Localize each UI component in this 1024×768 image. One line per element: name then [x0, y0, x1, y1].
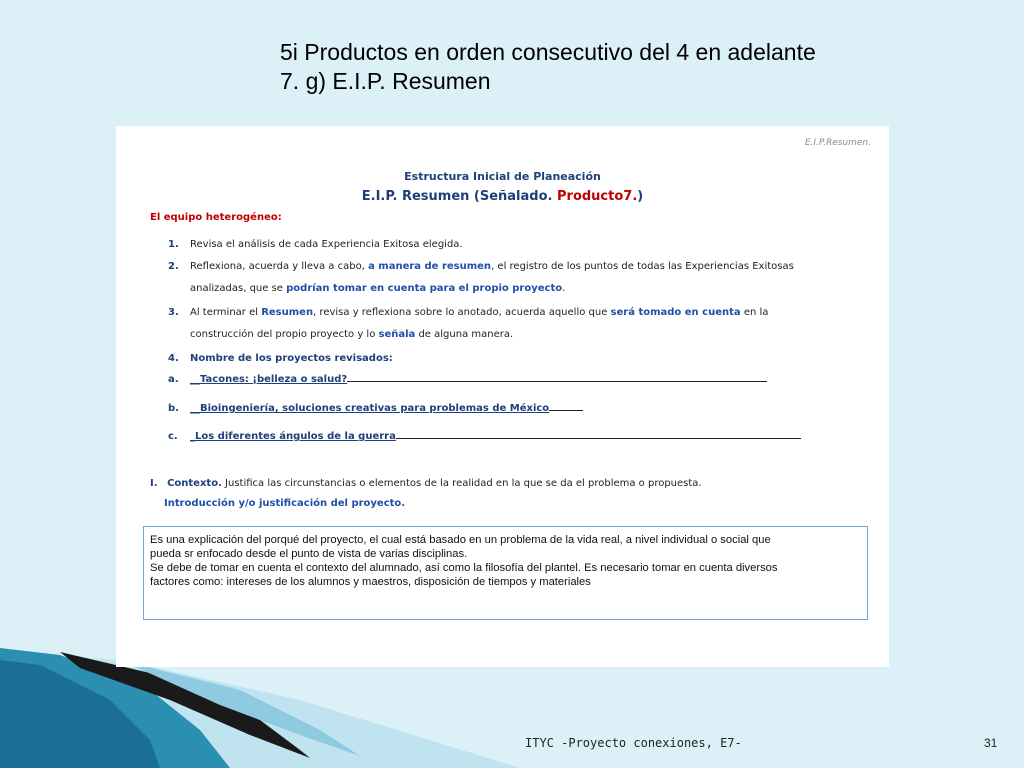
text-fragment: de alguna manera.: [415, 329, 514, 340]
list-item-letter: a.: [168, 374, 179, 385]
highlight-text: podrían tomar en cuenta para el propio proyecto: [286, 283, 563, 294]
text-fragment: construcción del propio proyecto y lo: [190, 329, 379, 340]
list-item-number: 3.: [168, 307, 179, 318]
project-name: __Bioingeniería, soluciones creativas para problemas de México: [190, 403, 550, 414]
highlight-text: será tomado en cuenta: [610, 307, 741, 318]
explanation-box: [143, 526, 868, 620]
context-line: [150, 474, 850, 494]
explanation-line-4: factores como: intereses de los alumnos y maestros, disposición de tiempos y materiales: [150, 576, 591, 588]
list-item-text: Revisa el análisis de cada Experiencia Exitosa elegida.: [190, 239, 463, 250]
context-label: Contexto.: [167, 478, 222, 489]
project-name: __Tacones: ¡belleza o salud?: [190, 374, 348, 385]
list-item-letter: b.: [168, 403, 179, 414]
list-item-letter: c.: [168, 431, 178, 442]
project-name-row: [190, 369, 870, 391]
context-subtitle: Introducción y/o justificación del proyecto.: [164, 498, 406, 509]
text-fragment: Reflexiona, acuerda y lleva a cabo,: [190, 261, 369, 272]
text-fragment: , revisa y reflexiona sobre lo anotado, acuerda aquello que: [313, 307, 611, 318]
text-fragment: analizadas, que se: [190, 283, 287, 294]
explanation-line-2: pueda sr enfocado desde el punto de vista de varias disciplinas.: [150, 548, 468, 560]
blank-line: [347, 370, 767, 382]
highlight-text: a manera de resumen: [368, 261, 492, 272]
explanation-line-3: Se debe de tomar en cuenta el contexto del alumnado, así como la filosofía del plantel. Es necesario tomar en cuenta diversos: [150, 562, 778, 574]
text-fragment: .: [562, 283, 566, 294]
section-label: El equipo heterogéneo:: [150, 212, 282, 223]
document-header: E.I.P.Resumen.: [804, 138, 871, 148]
list-item-text: [190, 256, 870, 300]
project-name-row: [190, 426, 870, 448]
explanation-line-1: Es una explicación del porqué del proyecto, el cual está basado en un problema de la vida real, a nivel individual o social que: [150, 534, 771, 546]
list-item-text: Nombre de los proyectos revisados:: [190, 353, 393, 364]
text-fragment: Al terminar el: [190, 307, 262, 318]
list-item-text: [190, 302, 870, 346]
text-fragment: en la: [740, 307, 769, 318]
list-item-number: 4.: [168, 353, 179, 364]
slide-title: [280, 38, 816, 96]
context-text: Justifica las circunstancias o elementos de la realidad en la que se da el problema o propuesta.: [221, 478, 702, 489]
page-number: 31: [984, 736, 998, 750]
slide-title-line-1: 5i Productos en orden consecutivo del 4 en adelante: [280, 39, 816, 65]
list-item-number: 2.: [168, 261, 179, 272]
document-subtitle-product: Producto7.: [557, 189, 638, 204]
footer-text: ITYC -Proyecto conexiones, E7-: [525, 736, 742, 750]
blank-line: [396, 427, 801, 439]
project-name: _Los diferentes ángulos de la guerra: [190, 431, 396, 442]
blank-line: [549, 399, 583, 411]
highlight-text: Resumen: [261, 307, 314, 318]
list-item-number: 1.: [168, 239, 179, 250]
embedded-document: [116, 126, 889, 667]
document-subtitle-main: E.I.P. Resumen (Señalado.: [361, 189, 557, 204]
document-subtitle-end: ): [637, 189, 644, 204]
slide-title-line-2: 7. g) E.I.P. Resumen: [280, 68, 491, 94]
document-title: Estructura Inicial de Planeación: [404, 170, 601, 183]
text-fragment: , el registro de los puntos de todas las Experiencias Exitosas: [491, 261, 794, 272]
highlight-text: señala: [378, 329, 416, 340]
project-name-row: [190, 398, 870, 420]
context-number: I.: [150, 478, 158, 489]
context-section: [150, 474, 850, 514]
document-subtitle: [116, 189, 889, 204]
